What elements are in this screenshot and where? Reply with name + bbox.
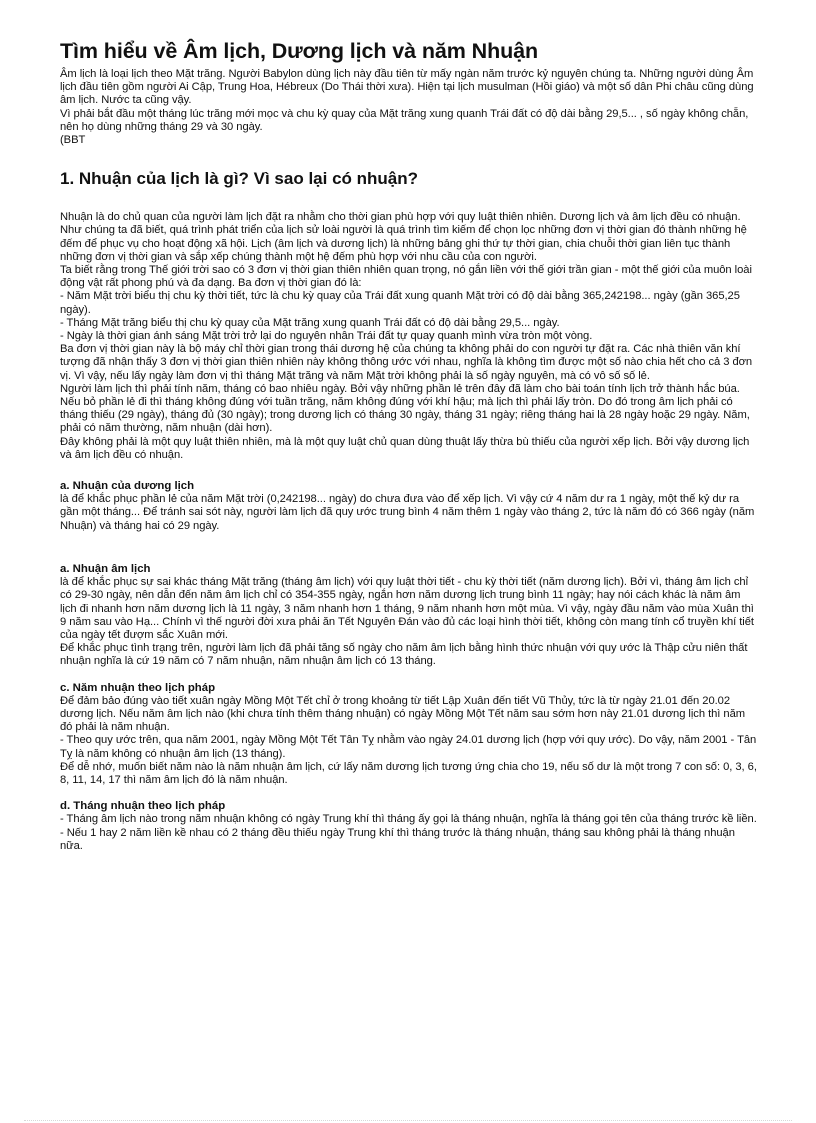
list-item: - Tháng âm lịch nào trong năm nhuận không có ngày Trung khí thì tháng ấy gọi là tháng nhuận, nghĩa là tháng gọi tên của tháng trước kề liền. <box>60 813 757 826</box>
list-item: - Năm Mặt trời biểu thị chu kỳ thời tiết, tức là chu kỳ quay của Trái đất xung quanh Mặt trời có độ dài bằng 365,242198... ngày (gần 365,25 ngày). <box>60 290 740 316</box>
body-paragraph: Như chúng ta đã biết, quá trình phát triển của lịch sử loài người là quá trình tìm kiếm để chọn lọc những đơn vị thời gian đó thành những hệ đếm để phục vụ cho hoạt động xã hội. Lịch (âm lịch và dương lịch) là những bảng ghi thứ tự thời gian, chia chuỗi thời gian liên tục thành những đơn vị thời gian và sắp xếp chúng thành một hệ đếm phù hợp với nhu cầu của con người. <box>60 224 747 263</box>
intro-paragraph: Âm lịch là loại lịch theo Mặt trăng. Người Babylon dùng lịch này đầu tiên từ mấy ngàn năm trước kỷ nguyên chúng ta. Những người dùng Âm lịch đầu tiên gồm người Ai Cập, Trung Hoa, Hébreux (Do Thái thời xưa). Hiện tại lịch musulman (Hồi giáo) và một số dân Phi châu cũng dùng âm lịch. Nước ta cũng vậy. <box>60 68 754 107</box>
subsection-solar-leap <box>60 480 760 533</box>
document-title: Tìm hiểu về Âm lịch, Dương lịch và năm Nhuận <box>60 39 539 63</box>
body-paragraph: Để khắc phục tình trạng trên, người làm lịch đã phải tăng số ngày cho năm âm lịch bằng hình thức nhuận với quy ước là Thập cửu niên thất nhuận nghĩa là cứ 19 năm có 7 năm nhuận, năm nhuận âm lịch có 13 tháng. <box>60 642 748 668</box>
intro-note: (BBT <box>60 134 86 147</box>
body-paragraph: Nhuận là do chủ quan của người làm lịch đặt ra nhằm cho thời gian phù hợp với quy luật thiên nhiên. Dương lịch và âm lịch đều có nhuận. <box>60 211 741 224</box>
subsection-lunar-leap <box>60 563 760 669</box>
section-1-title: 1. Nhuận của lịch là gì? Vì sao lại có nhuận? <box>60 169 419 189</box>
list-item: - Ngày là thời gian ánh sáng Mặt trời trở lại do nguyên nhân Trái đất tự quay quanh mình vừa tròn một vòng. <box>60 330 593 343</box>
subsection-title: c. Năm nhuận theo lịch pháp <box>60 681 216 694</box>
subsection-leap-year-rules <box>60 682 760 788</box>
list-item: - Tháng Mặt trăng biểu thị chu kỳ quay của Mặt trăng xung quanh Trái đất có độ dài bằng 29,5... ngày. <box>60 316 560 329</box>
subsection-title: d. Tháng nhuận theo lịch pháp <box>60 800 226 813</box>
subsection-leap-month-rules <box>60 800 760 853</box>
body-paragraph: là để khắc phục sự sai khác tháng Mặt trăng (tháng âm lịch) với quy luật thời tiết - chu kỳ thời tiết (năm dương lịch). Bởi vì, tháng âm lịch chỉ có 29-30 ngày, nên dẫn đến năm âm lịch chỉ có 354-355 ngày, ngắn hơn năm dương lịch trung bình 11 ngày; hay nói cách khác là năm âm lịch đi nhanh hơn năm dương lịch là 11 ngày, 3 năm nhanh hơn 1 tháng, 9 năm nhanh hơn một mùa. Vì vậy, ngày đầu năm vào mùa Xuân thì 9 năm sau vào Hạ... Chính vì thế người đời xưa phải ăn Tết Nguyên Đán vào đủ các loại hình thời tiết, không còn mang tính cổ truyền khí tiết của ngày tết đượm sắc Xuân mới. <box>60 576 754 641</box>
subsection-title: a. Nhuận âm lịch <box>60 562 151 575</box>
body-paragraph: Ta biết rằng trong Thế giới trời sao có 3 đơn vị thời gian thiên nhiên quan trọng, nó gắn liền với thế giới trần gian - một thế giới của muôn loài động vật rất phong phú và đa dạng. Ba đơn vị thời gian đó là: <box>60 264 752 290</box>
section-1-body <box>60 211 760 462</box>
body-paragraph: Để dễ nhớ, muốn biết năm nào là năm nhuận âm lịch, cứ lấy năm dương lịch tương ứng chia cho 19, nếu số dư là một trong 7 con số: 0, 3, 6, 8, 11, 14, 17 thì năm âm lịch đó là năm nhuận. <box>60 760 757 786</box>
body-paragraph: Ba đơn vị thời gian này là bộ máy chỉ thời gian trong thái dương hệ của chúng ta không phải do con người tự đặt ra. Các nhà thiên văn khí tượng đã nhận thấy 3 đơn vị thời gian thiên nhiên này không thông ước với nhau, nghĩa là không tìm được một số nào chia hết cho cả 3 đơn vị. Vì vậy, nếu lấy ngày làm đơn vị thì tháng Mặt trăng và năm Mặt trời không phải là số ngày nguyên, mà có vô số số lẻ. <box>60 343 753 382</box>
list-item: - Theo quy ước trên, qua năm 2001, ngày Mồng Một Tết Tân Tỵ nhằm vào ngày 24.01 dương lịch (hợp với quy ước). Do vậy, năm 2001 - Tân Tỵ là năm không có nhuận âm lịch (13 tháng). <box>60 734 757 760</box>
body-paragraph: là để khắc phục phần lẻ của năm Mặt trời (0,242198... ngày) do chưa đưa vào để xếp lịch. Vì vậy cứ 4 năm dư ra 1 ngày, một thế kỷ dư ra gần một tháng... Để tránh sai sót này, người làm lịch đã quy ước trung bình 4 năm thêm 1 ngày vào tháng 2, tức là năm đó có 366 ngày (năm Nhuận) và tháng hai có 29 ngày. <box>60 493 755 532</box>
intro-paragraph: Vì phải bắt đầu một tháng lúc trăng mới mọc và chu kỳ quay của Mặt trăng xung quanh Trái đất có độ dài bằng 29,5... , số ngày không chẵn, nên họ dùng những tháng 29 và 30 ngày. <box>60 107 749 133</box>
body-paragraph: Để đảm bảo đúng vào tiết xuân ngày Mồng Một Tết chỉ ở trong khoảng từ tiết Lập Xuân đến tiết Vũ Thủy, tức là từ ngày 21.01 đến 20.02 dương lịch. Nếu năm âm lịch nào (khi chưa tính thêm tháng nhuận) có ngày Mồng Một Tết năm sau sớm hơn này 21.01 dương lịch thì năm đó phải là năm nhuận. <box>60 694 746 734</box>
body-paragraph: Đây không phải là một quy luật thiên nhiên, mà là một quy luật chủ quan dùng thuật lấy thừa bù thiếu của người xếp lịch. Bởi vậy dương lịch và âm lịch đều có nhuận. <box>60 435 750 461</box>
intro-block <box>60 68 760 147</box>
document-page <box>60 38 760 853</box>
body-paragraph: Người làm lịch thì phải tính năm, tháng có bao nhiêu ngày. Bởi vậy những phần lẻ trên đây đã làm cho bài toán tính lịch trở thành hắc búa. Nếu bỏ phần lẻ đi thì tháng không đúng với tuần trăng, năm không đúng với khí hậu; mà lịch thì phải lấy tròn. Do đó trong âm lịch phải có tháng thiếu (29 ngày), tháng đủ (30 ngày); trong dương lịch có tháng 30 ngày, tháng 31 ngày; riêng tháng hai là 28 ngày hoặc 29 ngày. Năm, phải có năm thường, năm nhuận (dài hơn). <box>60 382 750 435</box>
list-item: - Nếu 1 hay 2 năm liền kề nhau có 2 tháng đều thiếu ngày Trung khí thì tháng trước là tháng nhuận, tháng sau không phải là tháng nhuận nữa. <box>60 826 735 852</box>
page-bottom-divider <box>24 1120 792 1121</box>
subsection-title: a. Nhuận của dương lịch <box>60 480 195 493</box>
